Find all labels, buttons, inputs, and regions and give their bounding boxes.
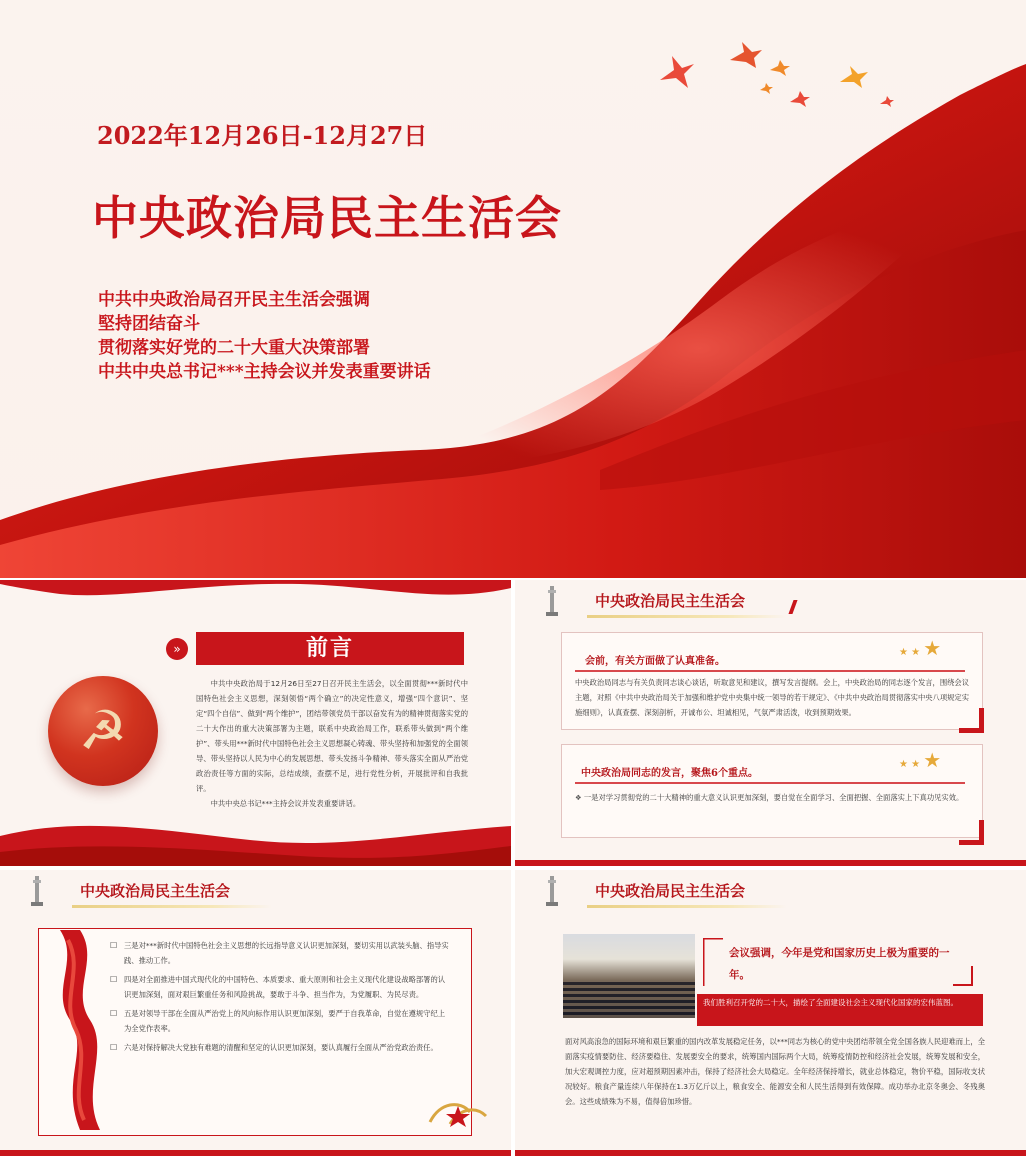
hero-subtitle-lines <box>98 288 431 384</box>
header-red-mark <box>788 600 797 614</box>
header-underline <box>72 905 272 908</box>
doves-decoration <box>640 30 920 120</box>
list-item: ☐ 三是对***新时代中国特色社会主义思想的长远指导意义认识更加深刻，要切实用以武装头脑、指导实践、推动工作。 <box>110 938 450 968</box>
card-focus-item-text: 一是对学习贯彻党的二十大精神的重大意义认识更加深刻，要自觉在全面学习、全面把握、全面落实上下真功见实效。 <box>583 793 964 802</box>
corner-bracket <box>959 820 984 845</box>
list-item: ☐ 五是对领导干部在全面从严治党上的风向标作用认识更加深刻，要严于自我革命，自觉在遵规守纪上为全党作表率。 <box>110 1006 450 1036</box>
diamond-bullet-icon: ❖ <box>575 793 584 802</box>
points-slide <box>0 870 511 1156</box>
card-preparation-heading: 会前，有关方面做了认真准备。 <box>585 656 725 667</box>
preface-paragraph-1: 中共中央政治局于12月26日至27日召开民主生活会，以全面贯彻***新时代中国特色社会主义思想，深刻领悟“两个确立”的决定性意义，增强“四个意识”、坚定“四个自信”、做到“两个维护”，团结带领党员干部以奋发有为的精神贯彻落实党的二十大作出的重大决策部署为主题，联系中央政治局工作，联系带头做到“两个维护”、带头用***新时代中国特色社会主义思想凝心铸魂、带头坚持和加强党的全面领导、带头坚持以人民为中心的发展思想、带头发扬斗争精神、带头落实全面从严治党政治责任等方面的实际，总结成绩，查摆不足，进行党性分析，开展批评和自我批评。 <box>196 679 468 793</box>
preface-paragraph-2: 中共中央总书记***主持会议并发表重要讲话。 <box>210 799 361 808</box>
monument-icon <box>543 874 561 908</box>
list-item: ☐ 四是对全面推进中国式现代化的中国特色、本质要求、重大原则和社会主义现代化建设战略部署的认识更加深刻，面对艰巨繁重任务和风险挑战，要敢于斗争、担当作为，为党履职、为民尽责。 <box>110 972 450 1002</box>
hero-date: 2022年12月26日-12月27日 <box>97 121 428 150</box>
bottom-red-bar <box>0 1150 511 1156</box>
slide-header: 中央政治局民主生活会 <box>80 882 231 900</box>
hero-line-3: 贯彻落实好党的二十大重大决策部署 <box>98 338 370 358</box>
silk-bottom-decoration <box>0 816 511 866</box>
slide-header: 中央政治局民主生活会 <box>595 882 746 900</box>
monument-icon <box>28 874 46 908</box>
points-list <box>110 938 450 1059</box>
hero-line-4: 中共中央总书记***主持会议并发表重要讲话 <box>98 362 431 382</box>
card-preparation-rule <box>575 670 965 672</box>
bottom-red-bar <box>515 1150 1026 1156</box>
stars-icon: ★ ★ ★ <box>899 636 942 660</box>
monument-icon <box>543 584 561 618</box>
card-focus-rule <box>575 782 965 784</box>
hero-line-2: 堅持团结奋斗 <box>98 314 200 334</box>
preface-title: 前言 <box>305 635 354 661</box>
party-emblem-icon: ☭ <box>48 676 158 786</box>
preface-text <box>196 676 468 811</box>
header-underline <box>587 905 787 908</box>
corner-bracket <box>959 708 984 733</box>
checkbox-bullet-icon: ☐ <box>110 941 118 950</box>
silk-top-decoration <box>0 580 511 610</box>
stars-icon: ★ ★ ★ <box>899 748 942 772</box>
card-focus-heading: 中央政治局同志的发言，聚焦6个重点。 <box>581 768 758 779</box>
wreath-star-icon <box>420 1092 490 1132</box>
card-focus-item <box>575 790 975 805</box>
checkbox-bullet-icon: ☐ <box>110 1043 118 1052</box>
checkbox-bullet-icon: ☐ <box>110 1009 118 1018</box>
hero-title: 中央政治局民主生活会 <box>92 191 562 245</box>
preparation-slide <box>515 580 1026 866</box>
highlight-text: 会议强调，今年是党和国家历史上极为重要的一年。 <box>729 947 950 981</box>
preface-slide <box>0 580 511 866</box>
double-chevron-right-icon: » <box>166 638 188 660</box>
hero-line-1: 中共中央政治局召开民主生活会强调 <box>98 290 370 310</box>
slide-header: 中央政治局民主生活会 <box>595 592 746 610</box>
header-underline <box>587 615 787 618</box>
emphasis-slide <box>515 870 1026 1156</box>
bottom-red-bar <box>515 860 1026 866</box>
list-item: ☐ 六是对保持解决大党独有难题的清醒和坚定的认识更加深刻，要认真履行全面从严治党政治责任。 <box>110 1040 450 1055</box>
meeting-hall-photo-seats <box>563 982 695 1018</box>
card-preparation-text: 中央政治局同志与有关负责同志谈心谈话，听取意见和建议，撰写发言提纲。会上，中央政治局的同志逐个发言，围绕会议主题，对照《中共中央政治局关于加强和维护党中央集中统一领导的若干规定》、《中共中央政治局贯彻落实中央八项规定实施细则》，认真查摆、深刻剖析，开诚布公、坦诚相见，气氛严肃活泼，收到预期效果。 <box>575 678 970 717</box>
checkbox-bullet-icon: ☐ <box>110 975 118 984</box>
body-text: 面对风高浪急的国际环境和艰巨繁重的国内改革发展稳定任务，以***同志为核心的党中央团结带领全党全国各族人民迎难而上，全面落实疫情要防住、经济要稳住、发展要安全的要求，统筹国内国际两个大局，统筹疫情防控和经济社会发展，统筹发展和安全，加大宏观调控力度，应对超预期因素冲击，保持了经济社会大局稳定。全年经济保持增长，就业总体稳定，物价平稳，国际收支状况较好。粮食产量连续八年保持在1.3万亿斤以上，粮食安全、能源安全和人民生活得到有效保障。成功举办北京冬奥会、冬残奥会。这些成绩殊为不易，值得倍加珍惜。 <box>565 1037 985 1106</box>
red-banner: 我们胜利召开党的二十大，描绘了全面建设社会主义现代化国家的宏伟蓝图。 <box>697 994 983 1026</box>
red-ribbon-decoration <box>40 930 110 1130</box>
